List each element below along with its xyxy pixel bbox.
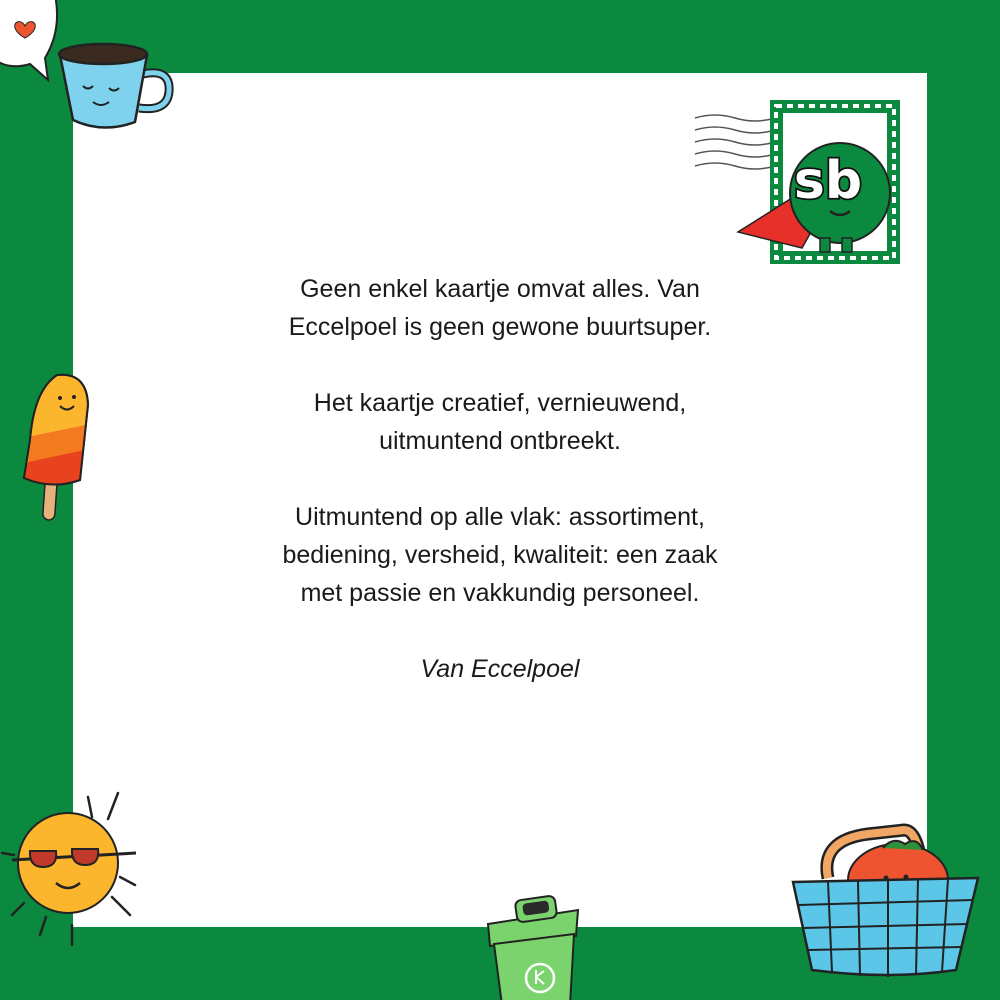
message-line: uitmuntend ontbreekt. [379, 427, 621, 455]
message-line: Uitmuntend op alle vlak: assortiment, [295, 503, 705, 531]
message-line: bediening, versheid, kwaliteit: een zaak [282, 541, 718, 569]
message-paragraph [73, 384, 927, 460]
message-line: Het kaartje creatief, vernieuwend, [313, 389, 687, 417]
signature: Van Eccelpoel [420, 655, 580, 683]
message-line: met passie en vakkundig personeel. [300, 579, 700, 607]
message-paragraph [73, 270, 927, 346]
message-text [73, 270, 927, 688]
coffee-cup-icon [55, 30, 173, 135]
postage-stamp-icon [690, 98, 905, 268]
message-line: Geen enkel kaartje omvat alles. Van [300, 275, 700, 303]
message-line: Eccelpoel is geen gewone buurtsuper. [288, 313, 712, 341]
stamp-logo-text: sb [793, 151, 863, 211]
trash-bin-icon [478, 880, 588, 1000]
message-paragraph [73, 498, 927, 612]
sun-with-sunglasses-icon [0, 785, 150, 950]
shopping-basket-icon [788, 820, 988, 980]
